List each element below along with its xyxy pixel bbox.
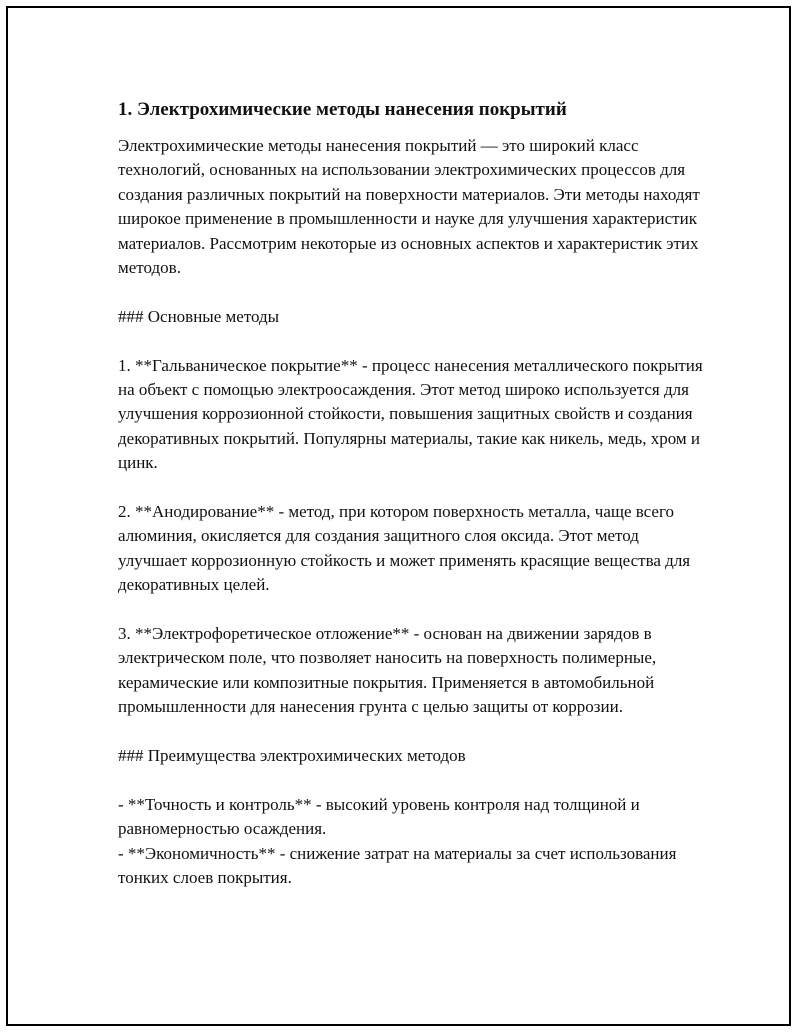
paragraph-gap bbox=[118, 720, 708, 744]
advantage-item-2: - **Экономичность** - снижение затрат на материалы за счет использования тонких слоев покрытия. bbox=[118, 843, 681, 888]
document-content bbox=[118, 98, 708, 891]
advantage-item-1: - **Точность и контроль** - высокий уровень контроля над толщиной и равномерностью осаждения. bbox=[118, 794, 644, 839]
paragraph-gap bbox=[118, 598, 708, 622]
paragraph-gap bbox=[118, 768, 708, 792]
document-title: 1. Электрохимические методы нанесения покрытий bbox=[118, 99, 567, 120]
paragraph-gap bbox=[118, 280, 708, 304]
method-item-2: 2. **Анодирование** - метод, при котором поверхность металла, чаще всего алюминия, окисляется для создания защитного слоя оксида. Этот метод улучшает коррозионную стойкость и может применять красящие вещества для декоративных целей. bbox=[118, 502, 695, 595]
method-item-1: 1. **Гальваническое покрытие** - процесс нанесения металлического покрытия на объект с помощью электроосаждения. Этот метод широко используется для улучшения коррозионной стойкости, повышения защитных свойств и создания декоративных покрытий. Популярны материалы, такие как никель, медь, хром и цинк. bbox=[118, 355, 707, 473]
paragraph-gap bbox=[118, 476, 708, 500]
intro-paragraph: Электрохимические методы нанесения покрытий — это широкий класс технологий, основанных на использовании электрохимических процессов для создания различных покрытий на поверхности материалов. Эти методы находят широкое применение в промышленности и науке для улучшения характеристик материалов. Рассмотрим некоторые из основных аспектов и характеристик этих методов. bbox=[118, 136, 705, 278]
methods-heading: ### Основные методы bbox=[118, 306, 280, 326]
document-page bbox=[6, 6, 791, 1026]
paragraph-gap bbox=[118, 329, 708, 353]
advantages-heading: ### Преимущества электрохимических методов bbox=[118, 746, 466, 766]
method-item-3: 3. **Электрофоретическое отложение** - основан на движении зарядов в электрическом поле, что позволяет наносить на поверхность полимерные, керамические или композитные покрытия. Применяется в автомобильной промышленности для нанесения грунта с целью защиты от коррозии. bbox=[118, 624, 661, 717]
